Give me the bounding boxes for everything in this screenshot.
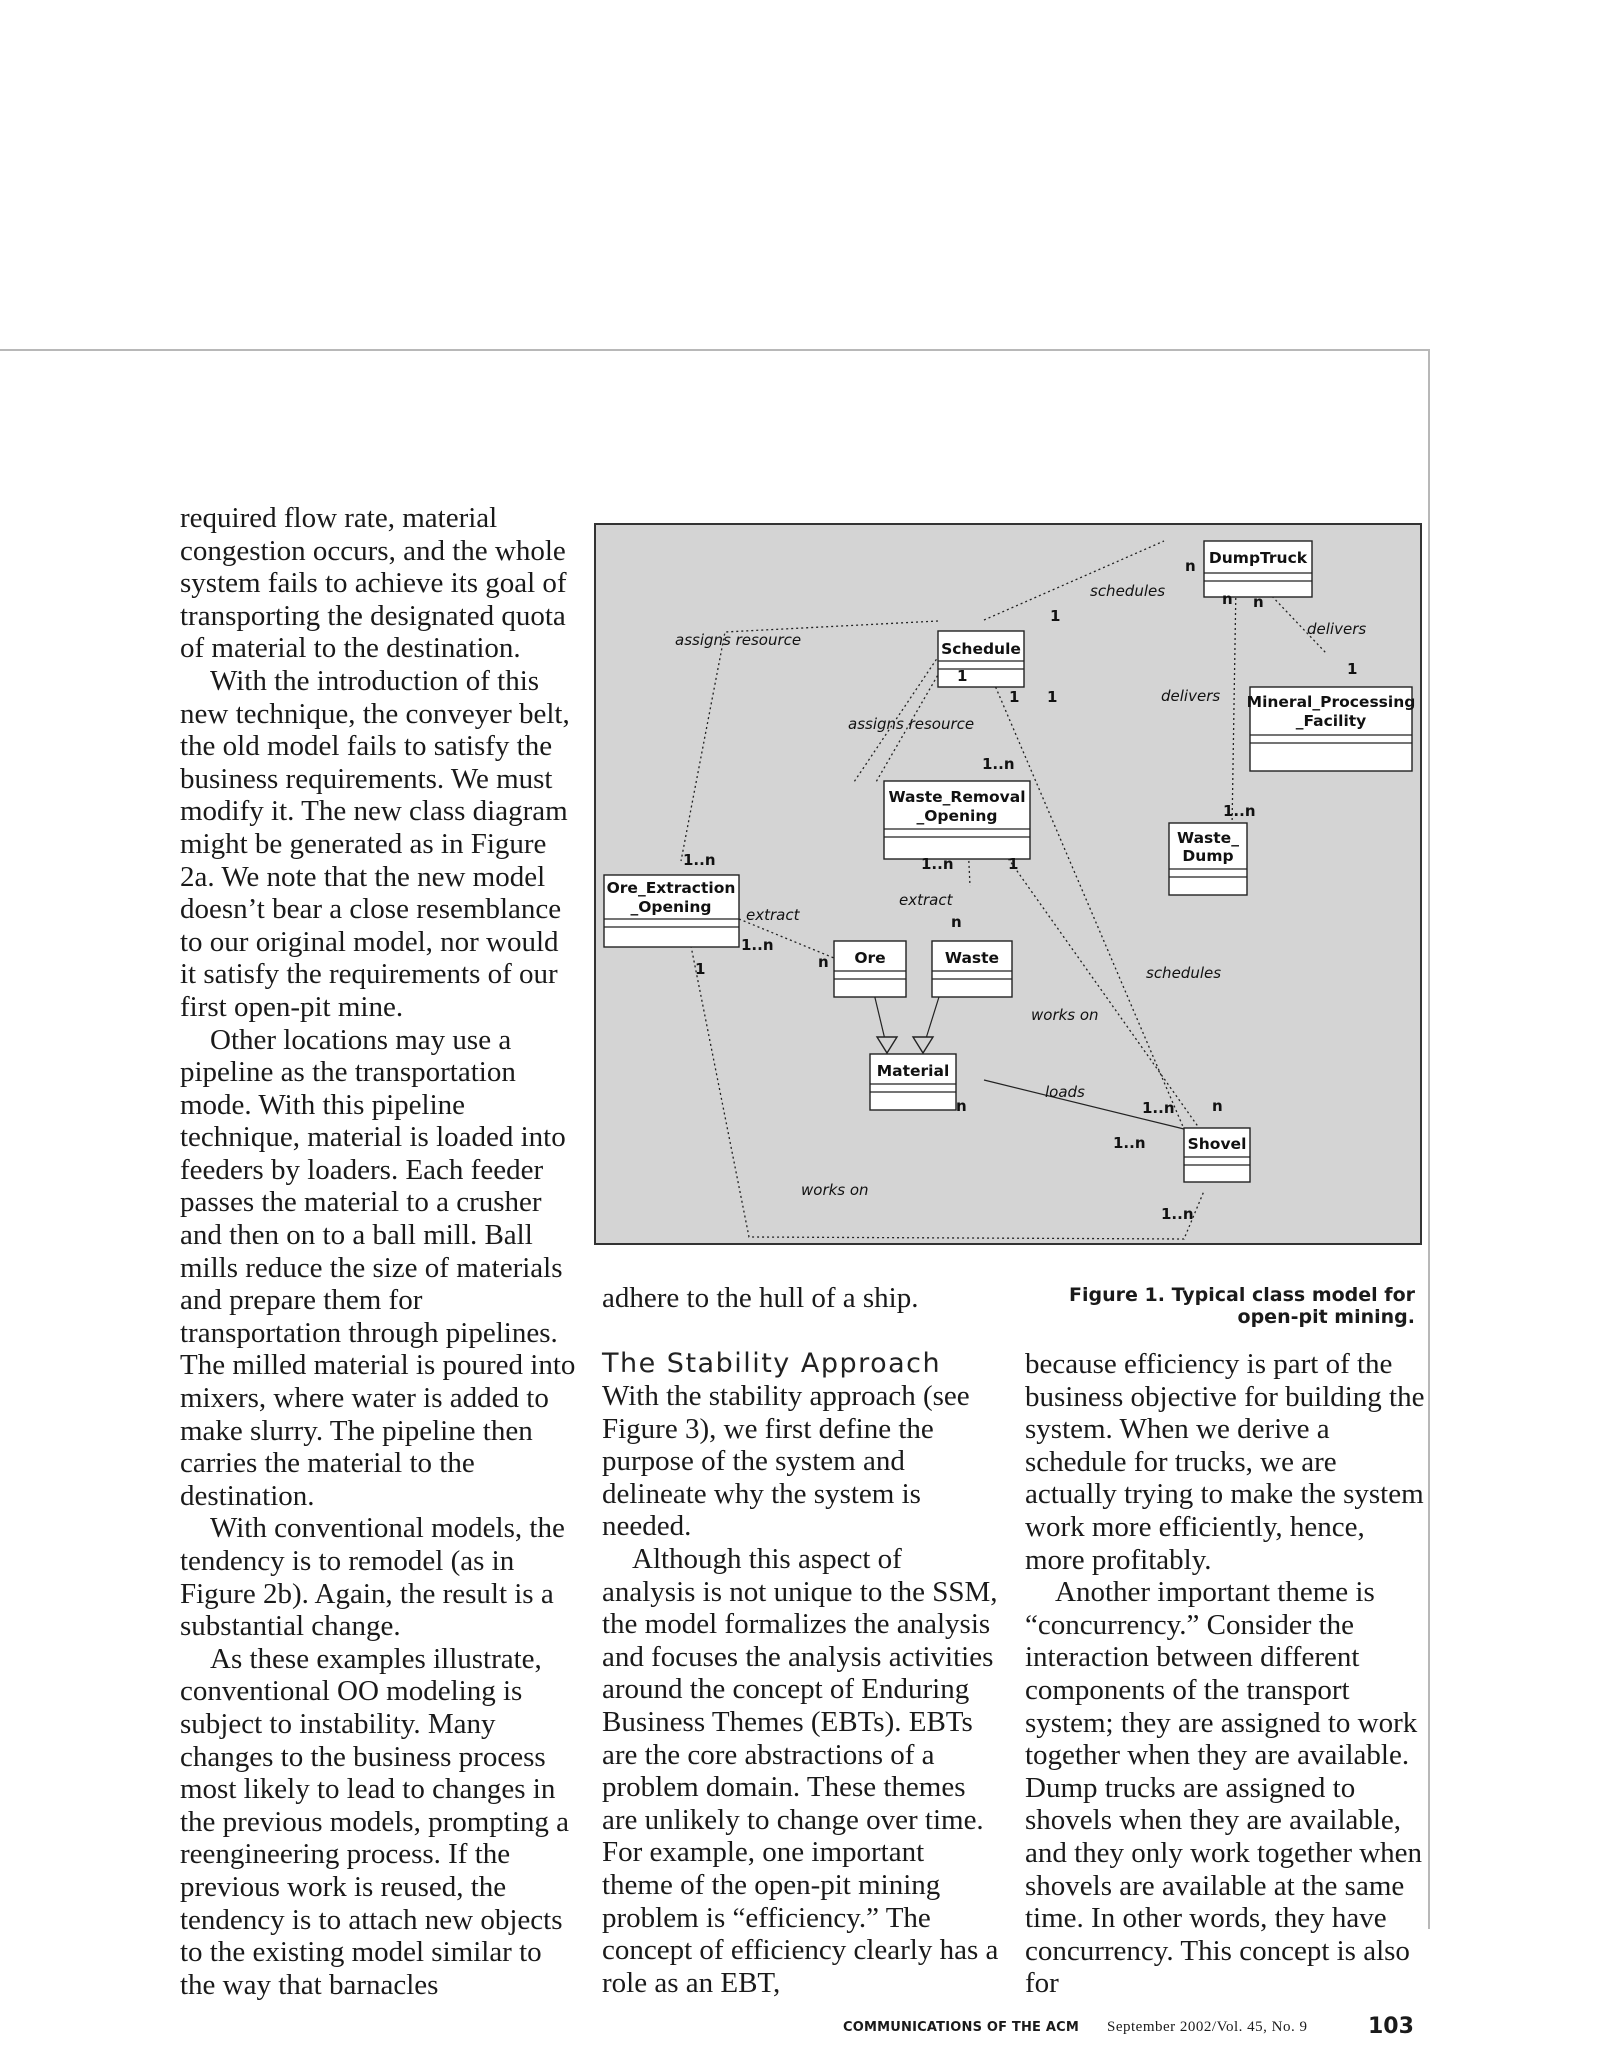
- journal-name: COMMUNICATIONS OF THE ACM: [843, 2020, 1080, 2035]
- class-name: _Facility: [1295, 712, 1367, 730]
- caption-line: open-pit mining.: [1237, 1306, 1415, 1328]
- multiplicity: 1..n: [921, 855, 954, 873]
- text-column-3: [1025, 1348, 1425, 2000]
- paragraph: because efficiency is part of the business objective for building the system. When we derive a schedule for trucks, we are actually trying to make the system work more efficiently, hence, more profitably.: [1025, 1348, 1425, 1576]
- multiplicity: n: [951, 913, 962, 931]
- paragraph: With the introduction of this new technique, the conveyer belt, the old model fails to satisfy the business requirements. We must modify it. The new class diagram might be generated as in Figure 2a. We note that the new model doesn’t bear a close resemblance to our original model, nor would it satisfy the requirements of our first open-pit mine.: [180, 664, 570, 1023]
- caption-line: Figure 1. Typical class model for: [1069, 1284, 1415, 1306]
- paragraph: Another important theme is “concurrency.” Consider the interaction between different components of the transport system; they are assigned to work together when they are available. Dump trucks are assigned to shovels when they are available, and they only work together when shovels are available at the same time. In other words, they have concurrency. This concept is also for: [1025, 1576, 1423, 2000]
- relation-label: loads: [1045, 1083, 1085, 1101]
- relation-label: works on: [1031, 1006, 1099, 1024]
- page-number: 103: [1368, 2014, 1414, 2039]
- multiplicity: 1..n: [1223, 802, 1256, 820]
- multiplicity: n: [956, 1097, 967, 1115]
- relation-label: extract: [899, 891, 953, 909]
- right-rule: [1428, 349, 1430, 1929]
- class-name: Schedule: [941, 640, 1021, 658]
- class-schedule: [938, 631, 1024, 687]
- multiplicity: n: [1185, 557, 1196, 575]
- paragraph: Although this aspect of analysis is not unique to the SSM, the model formalizes the analysis and focuses the analysis activities around the concept of Enduring Business Themes (EBTs). EBTs are the core abstractions of a problem domain. These themes are unlikely to change over time. For example, one important theme of the open-pit mining problem is “efficiency.” The concept of efficiency clearly has a role as an EBT,: [602, 1542, 999, 1999]
- class-mineral-processing-facility: [1247, 687, 1416, 771]
- class-waste-removal-opening: [884, 781, 1030, 859]
- paragraph: Other locations may use a pipeline as the transportation mode. With this pipeline technique, material is loaded into feeders by loaders. Each feeder passes the material to a crusher and then on to a ball mill. Ball mills reduce the size of materials and prepare them for transportation through pipelines. The milled material is poured into mixers, where water is added to make slurry. The pipeline then carries the material to the destination.: [180, 1023, 576, 1512]
- class-name: Waste_Removal: [888, 788, 1026, 806]
- class-name: Mineral_Processing: [1246, 693, 1416, 711]
- class-name: Ore: [854, 949, 886, 967]
- class-name: Material: [876, 1062, 950, 1080]
- text-column-1: [180, 502, 580, 2001]
- class-name: Shovel: [1187, 1135, 1247, 1153]
- figure-caption: [1040, 1284, 1415, 1328]
- paragraph: With conventional models, the tendency is to remodel (as in Figure 2b). Again, the result is a substantial change.: [180, 1512, 565, 1643]
- relation-label: delivers: [1161, 687, 1221, 705]
- multiplicity: 1..n: [741, 936, 774, 954]
- multiplicity: 1: [1347, 660, 1358, 678]
- relation-label: assigns resource: [675, 631, 802, 649]
- class-name: Ore_Extraction: [606, 879, 736, 897]
- multiplicity: 1: [695, 960, 706, 978]
- multiplicity: 1: [1008, 855, 1019, 873]
- class-shovel: [1184, 1128, 1250, 1182]
- relation-label: assigns resource: [848, 715, 975, 733]
- class-name: Dump: [1182, 847, 1234, 865]
- multiplicity: 1: [957, 667, 968, 685]
- issue-info: September 2002/Vol. 45, No. 9: [1107, 2019, 1308, 2035]
- class-diagram-figure: [594, 523, 1422, 1245]
- multiplicity: n: [1212, 1097, 1223, 1115]
- relation-label: schedules: [1146, 964, 1222, 982]
- multiplicity: n: [818, 953, 829, 971]
- relation-label: works on: [801, 1181, 869, 1199]
- multiplicity: 1..n: [683, 851, 716, 869]
- paragraph: With the stability approach (see Figure 3), we first define the purpose of the system and delineate why the system is needed.: [602, 1380, 970, 1543]
- class-name: DumpTruck: [1208, 549, 1308, 567]
- class-name: Waste_: [1177, 829, 1239, 847]
- multiplicity: 1..n: [982, 755, 1015, 773]
- class-ore: [834, 941, 906, 997]
- multiplicity: n: [1253, 593, 1264, 611]
- relation-label: delivers: [1307, 620, 1367, 638]
- multiplicity: 1..n: [1142, 1099, 1175, 1117]
- class-name: _Opening: [916, 807, 998, 825]
- multiplicity: 1: [1009, 688, 1020, 706]
- section-heading: The Stability Approach: [602, 1348, 942, 1379]
- multiplicity: 1: [1050, 607, 1061, 625]
- multiplicity: 1..n: [1161, 1205, 1194, 1223]
- class-diagram: [594, 523, 1422, 1245]
- multiplicity: 1..n: [1113, 1134, 1146, 1152]
- class-waste-dump: [1169, 823, 1247, 895]
- relation-label: schedules: [1090, 582, 1166, 600]
- text-column-2: [602, 1380, 1002, 1999]
- class-name: _Opening: [630, 898, 712, 916]
- class-dumptruck: [1204, 541, 1312, 597]
- paragraph: As these examples illustrate, conventional OO modeling is subject to instability. Many changes to the business process most likely to lead to changes in the previous models, prompting a reengineering process. If the previous work is reused, the tendency is to attach new objects to the existing model similar to the way that barnacles: [180, 1642, 570, 2001]
- class-name: Waste: [944, 949, 1000, 967]
- class-waste: [932, 941, 1012, 997]
- paragraph: required flow rate, material congestion occurs, and the whole system fails to achieve its goal of transporting the designated quota of material to the destination.: [180, 502, 567, 665]
- column-2-continuation: adhere to the hull of a ship.: [602, 1282, 919, 1314]
- multiplicity: 1: [1047, 688, 1058, 706]
- multiplicity: n: [1222, 590, 1233, 608]
- top-rule: [0, 349, 1430, 351]
- class-ore-extraction-opening: [604, 875, 739, 947]
- page-footer: [0, 2016, 1600, 2046]
- class-material: [870, 1054, 956, 1110]
- relation-label: extract: [746, 906, 800, 924]
